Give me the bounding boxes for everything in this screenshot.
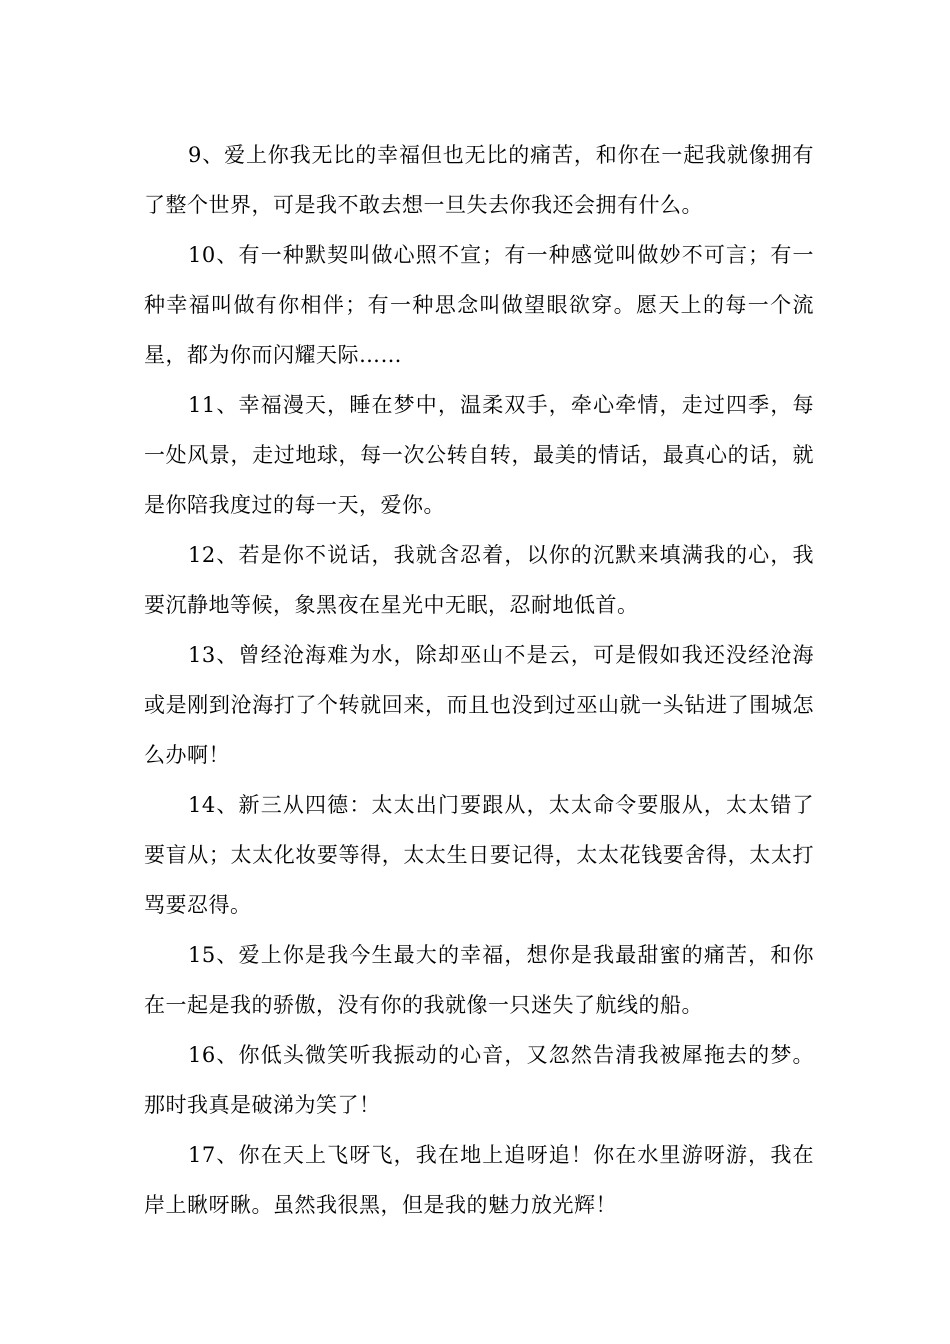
paragraph-14: 14、新三从四德：太太出门要跟从，太太命令要服从，太太错了要盲从；太太化妆要等得，太太生日要记得，太太花钱要舍得，太太打骂要忍得。 [144,793,814,917]
paragraph-13: 13、曾经沧海难为水，除却巫山不是云，可是假如我还没经沧海或是刚到沧海打了个转就回来，而且也没到过巫山就一头钻进了围城怎么办啊！ [144,643,814,767]
document-body [144,130,814,1230]
paragraph-12: 12、若是你不说话，我就含忍着，以你的沉默来填满我的心，我要沉静地等候，象黑夜在星光中无眠，忍耐地低首。 [144,543,814,617]
paragraph-10: 10、有一种默契叫做心照不宣；有一种感觉叫做妙不可言；有一种幸福叫做有你相伴；有一种思念叫做望眼欲穿。愿天上的每一个流星，都为你而闪耀天际…… [144,243,814,367]
paragraph-9: 9、爱上你我无比的幸福但也无比的痛苦，和你在一起我就像拥有了整个世界，可是我不敢去想一旦失去你我还会拥有什么。 [144,143,814,217]
paragraph-11: 11、幸福漫天，睡在梦中，温柔双手，牵心牵情，走过四季，每一处风景，走过地球，每一次公转自转，最美的情话，最真心的话，就是你陪我度过的每一天，爱你。 [144,393,814,517]
paragraph-16: 16、你低头微笑听我振动的心音，又忽然告清我被犀拖去的梦。那时我真是破涕为笑了！ [144,1043,814,1117]
paragraph-17: 17、你在天上飞呀飞，我在地上追呀追！你在水里游呀游，我在岸上瞅呀瞅。虽然我很黑，但是我的魅力放光辉！ [144,1143,814,1217]
paragraph-15: 15、爱上你是我今生最大的幸福，想你是我最甜蜜的痛苦，和你在一起是我的骄傲，没有你的我就像一只迷失了航线的船。 [144,943,814,1017]
